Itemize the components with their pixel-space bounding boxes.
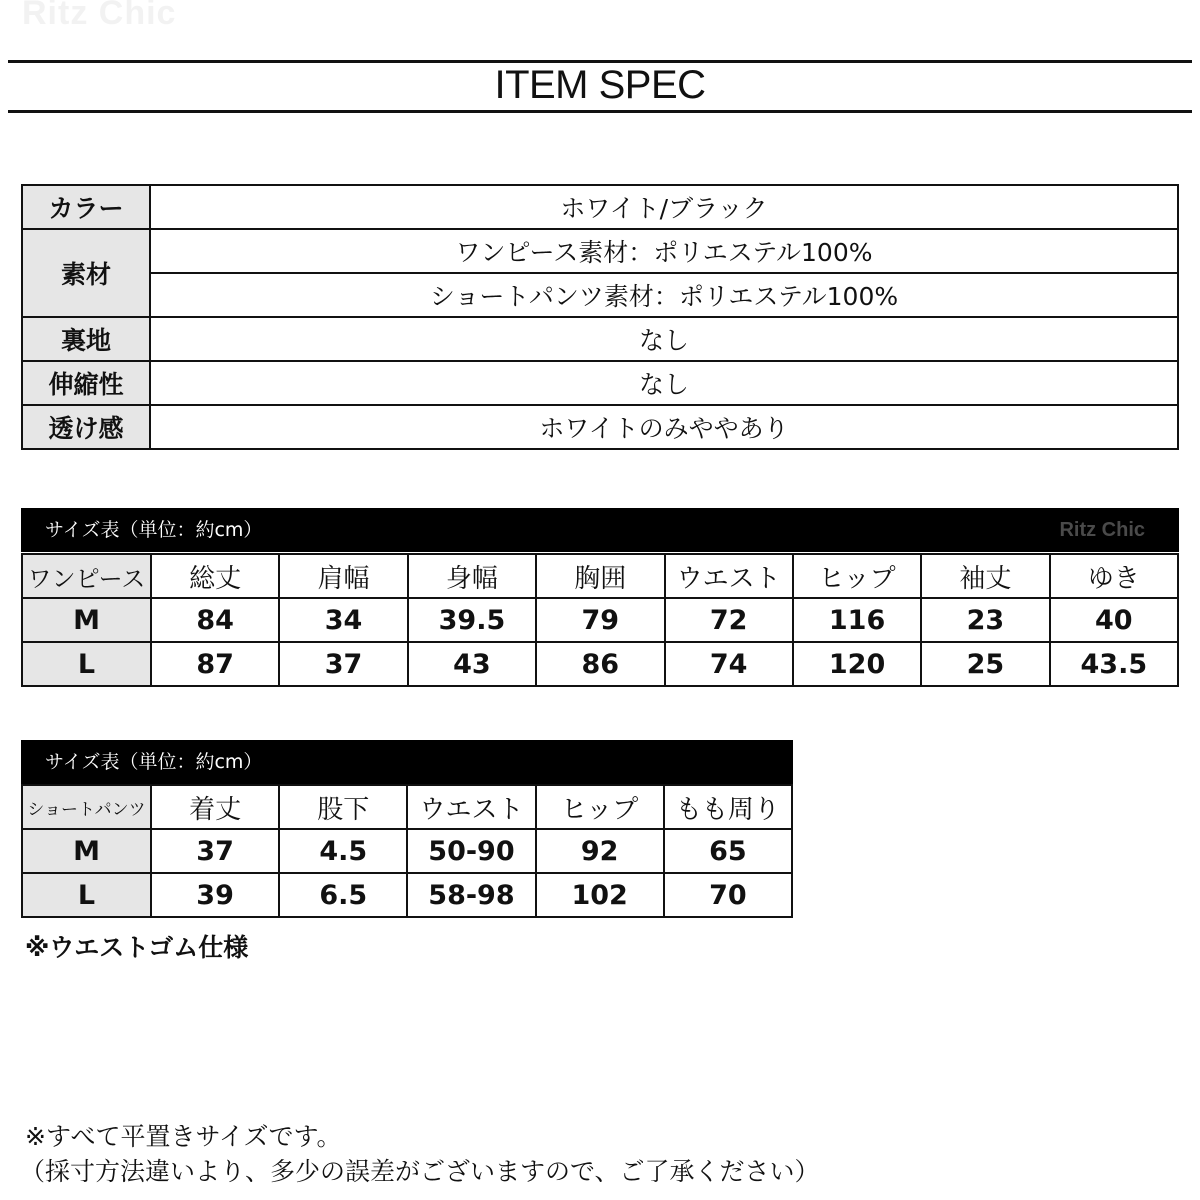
table-cell: 37 [151,829,279,873]
table-cell: 58-98 [407,873,535,917]
spec-value: なし [150,361,1178,405]
table-cell: 102 [536,873,664,917]
header-cell: ゆき [1050,554,1178,598]
spec-row-material-2 [22,273,1178,317]
size-header-row [22,785,792,829]
spec-label: 透け感 [22,405,150,449]
table-cell: 84 [151,598,279,642]
spec-row-sheerness [22,405,1178,449]
table-cell: 86 [536,642,664,686]
header-cell: ウエスト [665,554,793,598]
table-row [22,598,1178,642]
spec-row-color [22,185,1178,229]
spec-label: 伸縮性 [22,361,150,405]
table-row [22,642,1178,686]
table-cell: 65 [664,829,792,873]
table-cell: 25 [921,642,1049,686]
table-row [22,829,792,873]
size-header-row [22,554,1178,598]
size-table-caption: サイズ表（単位：約cm） [45,519,263,541]
header-cell: 肩幅 [279,554,407,598]
table-cell: 72 [665,598,793,642]
dress-size-caption-bar [21,508,1179,552]
table-cell: 43 [408,642,536,686]
table-cell: 39.5 [408,598,536,642]
size-label: M [22,598,151,642]
header-cell: 股下 [279,785,407,829]
spec-label: カラー [22,185,150,229]
spec-row-lining [22,317,1178,361]
item-spec-table [21,184,1179,450]
table-cell: 40 [1050,598,1178,642]
spec-value: なし [150,317,1178,361]
shorts-size-caption-bar [21,740,793,784]
header-cell: 袖丈 [921,554,1049,598]
header-cell: ヒップ [793,554,921,598]
flat-size-note: ※すべて平置きサイズです。 [25,1122,342,1151]
header-cell: 胸囲 [536,554,664,598]
header-cell: ワンピース [22,554,151,598]
table-cell: 50-90 [407,829,535,873]
table-cell: 39 [151,873,279,917]
spec-value: ショートパンツ素材：ポリエステル100% [150,273,1178,317]
header-cell: ショートパンツ [22,785,151,829]
table-cell: 43.5 [1050,642,1178,686]
brand-watermark: Ritz Chic [22,0,177,32]
table-cell: 74 [665,642,793,686]
spec-row-stretch [22,361,1178,405]
spec-label: 素材 [22,229,150,317]
table-cell: 79 [536,598,664,642]
table-cell: 37 [279,642,407,686]
header-cell: ウエスト [407,785,535,829]
size-label: L [22,873,151,917]
spec-label: 裏地 [22,317,150,361]
brand-label: Ritz Chic [1059,519,1145,541]
shorts-size-table [21,784,793,918]
page-title: ITEM SPEC [494,63,706,107]
header-cell: 総丈 [151,554,279,598]
spec-value: ワンピース素材：ポリエステル100% [150,229,1178,273]
header-cell: 身幅 [408,554,536,598]
dress-size-table [21,553,1179,687]
table-cell: 70 [664,873,792,917]
spec-value: ホワイトのみややあり [150,405,1178,449]
table-cell: 87 [151,642,279,686]
header-cell: 着丈 [151,785,279,829]
measurement-error-note: （採寸方法違いより、多少の誤差がございますので、ご了承ください） [20,1157,820,1186]
table-cell: 6.5 [279,873,407,917]
size-table-caption: サイズ表（単位：約cm） [45,751,263,773]
size-label: M [22,829,151,873]
header-cell: もも周り [664,785,792,829]
table-cell: 4.5 [279,829,407,873]
table-cell: 23 [921,598,1049,642]
table-cell: 120 [793,642,921,686]
waist-note: ※ウエストゴム仕様 [25,933,249,962]
header-cell: ヒップ [536,785,664,829]
table-cell: 92 [536,829,664,873]
title-rule-bottom [8,110,1192,113]
size-label: L [22,642,151,686]
spec-row-material [22,229,1178,273]
table-cell: 34 [279,598,407,642]
spec-value: ホワイト/ブラック [150,185,1178,229]
table-row [22,873,792,917]
table-cell: 116 [793,598,921,642]
